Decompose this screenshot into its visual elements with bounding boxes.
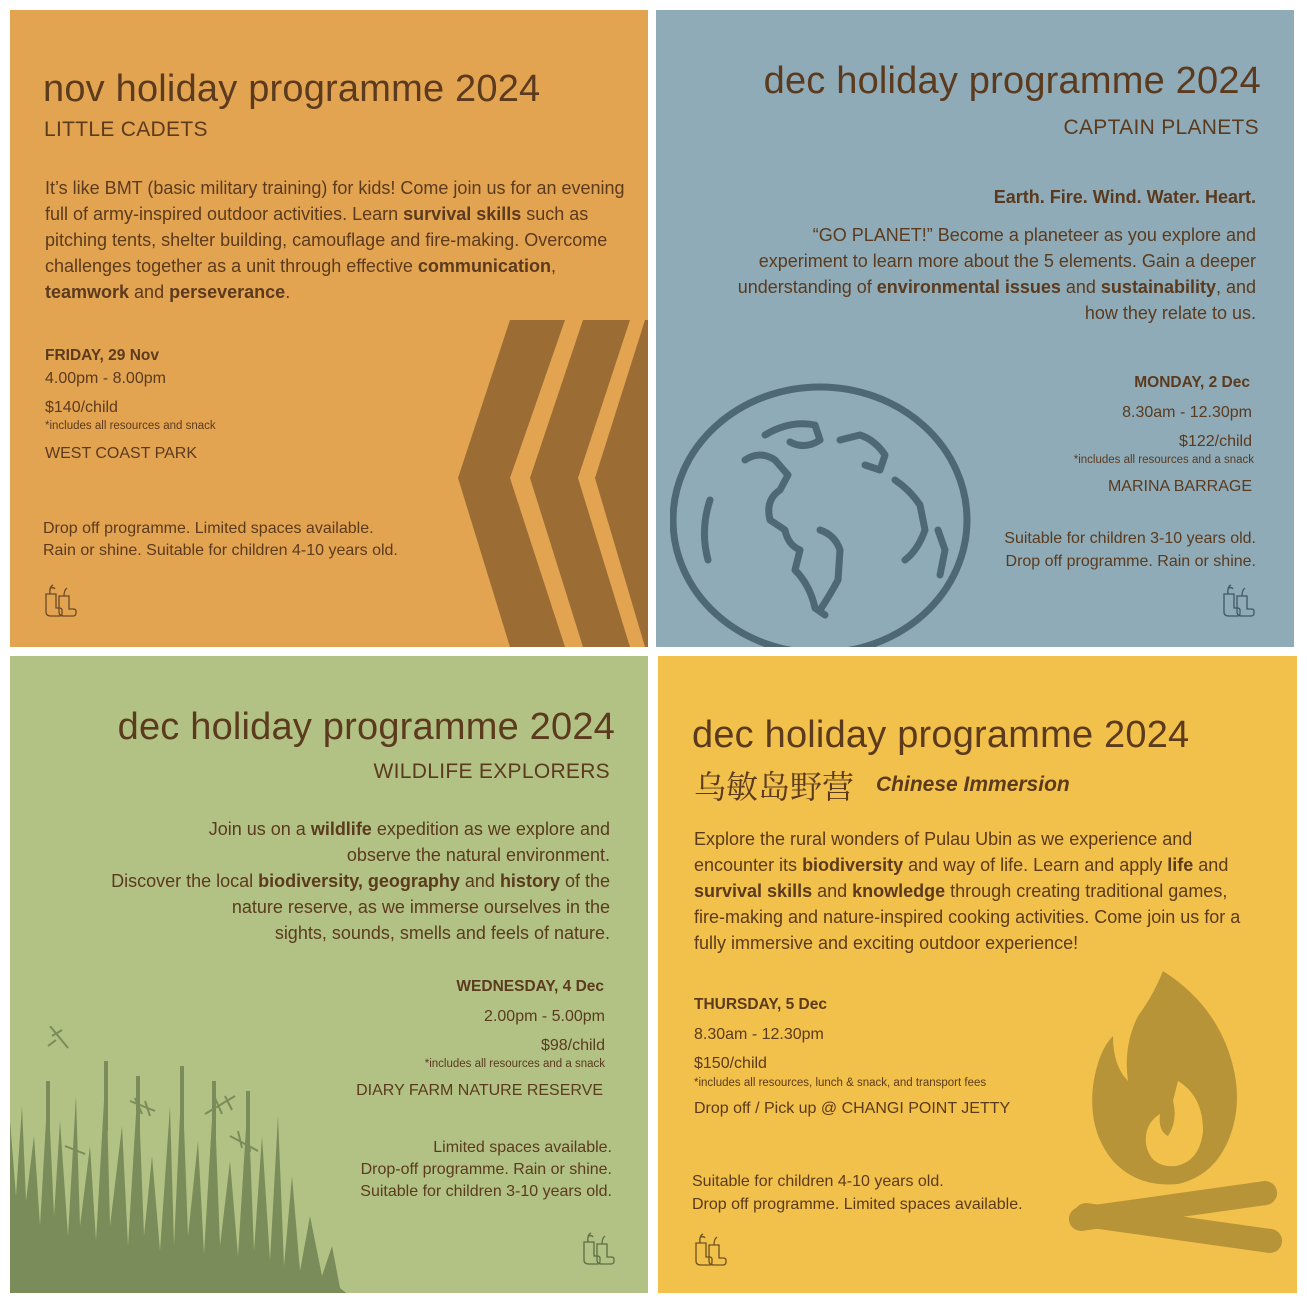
price-note: *includes all resources, lunch & snack, and transport fees — [694, 1077, 987, 1089]
grass-dragonfly-graphic — [10, 1026, 350, 1293]
chinese-immersion-card — [658, 656, 1297, 1293]
footer-line-2: Drop off programme. Limited spaces available. — [692, 1196, 1023, 1213]
programme-description: “GO PLANET!” Become a planeteer as you explore and experiment to learn more about the 5 elements. Gain a deeper understanding of environmental issues and sustainability, and how they relate to us. — [737, 225, 1256, 323]
globe-graphic — [670, 380, 980, 647]
footer-line-1: Suitable for children 3-10 years old. — [1004, 530, 1256, 547]
programme-price: $140/child — [45, 399, 118, 416]
programme-time: 8.30am - 12.30pm — [1122, 404, 1252, 421]
footer-line-3: Suitable for children 3-10 years old. — [360, 1183, 612, 1200]
programme-day: MONDAY, 2 Dec — [1134, 374, 1250, 391]
programme-description: Explore the rural wonders of Pulau Ubin as we experience and encounter its biodiversity and way of life. Learn and apply life and survival skills and knowledge through creating traditional games, fire-making and nature-inspired cooking activities. Come join us for a fully immersive and exciting outdoor experience! — [694, 829, 1241, 953]
captain-planets-card — [656, 10, 1294, 647]
chevron-graphic — [450, 315, 648, 647]
programme-time: 8.30am - 12.30pm — [694, 1026, 824, 1043]
programme-subtitle: WILDLIFE EXPLORERS — [373, 760, 610, 783]
nov-programme-card — [10, 10, 648, 647]
programme-time: 2.00pm - 5.00pm — [484, 1008, 605, 1025]
footer-line-1: Suitable for children 4-10 years old. — [692, 1173, 944, 1190]
programme-price: $122/child — [1179, 433, 1252, 450]
programme-subtitle: Chinese Immersion — [876, 773, 1070, 796]
footer-line-1: Limited spaces available. — [433, 1139, 612, 1156]
boots-logo-icon — [692, 1231, 732, 1267]
wildlife-explorers-card — [10, 656, 648, 1293]
price-note: *includes all resources and a snack — [424, 1058, 605, 1070]
programme-price: $150/child — [694, 1055, 767, 1072]
programme-title: dec holiday programme 2024 — [763, 60, 1261, 102]
programme-day: FRIDAY, 29 Nov — [45, 347, 159, 364]
programme-tagline: Earth. Fire. Wind. Water. Heart. — [993, 187, 1256, 207]
programme-time: 4.00pm - 8.00pm — [45, 370, 166, 387]
programme-venue: MARINA BARRAGE — [1107, 478, 1252, 495]
chinese-title: 乌敏岛野营 — [694, 769, 855, 805]
boots-logo-icon — [580, 1230, 620, 1266]
programme-title: dec holiday programme 2024 — [692, 714, 1190, 756]
programme-day: WEDNESDAY, 4 Dec — [456, 978, 604, 995]
boots-logo-icon — [1220, 582, 1260, 618]
programme-venue: DIARY FARM NATURE RESERVE — [356, 1082, 603, 1099]
programme-venue: Drop off / Pick up @ CHANGI POINT JETTY — [694, 1100, 1011, 1117]
programme-price: $98/child — [540, 1037, 605, 1054]
programme-description: Join us on a wildlife expedition as we explore and observe the natural environment. Discover the local biodiversity, geography and history of the nature reserve, as we immerse ourselves in the sights, sounds, smells and feels of nature. — [111, 819, 610, 943]
footer-line-2: Drop-off programme. Rain or shine. — [360, 1161, 612, 1178]
campfire-icon — [1068, 966, 1288, 1256]
price-note: *includes all resources and a snack — [1073, 454, 1254, 466]
programme-venue: WEST COAST PARK — [45, 445, 198, 462]
footer-line-2: Rain or shine. Suitable for children 4-10 years old. — [43, 542, 398, 559]
footer-line-2: Drop off programme. Rain or shine. — [1005, 553, 1256, 570]
programme-title: nov holiday programme 2024 — [43, 68, 541, 110]
programme-subtitle: LITTLE CADETS — [44, 118, 208, 141]
programme-description: It’s like BMT (basic military training) for kids! Come join us for an evening full of army-inspired outdoor activities. Learn survival skills such as pitching tents, shelter building, camouflage and fire-making. Overcome challenges together as a unit through effective communication, teamwork and perseverance. — [45, 178, 625, 302]
footer-line-1: Drop off programme. Limited spaces available. — [43, 520, 374, 537]
programme-subtitle: CAPTAIN PLANETS — [1063, 116, 1259, 139]
boots-logo-icon — [42, 582, 82, 618]
price-note: *includes all resources and snack — [45, 420, 216, 432]
programme-day: THURSDAY, 5 Dec — [694, 996, 827, 1013]
programme-title: dec holiday programme 2024 — [117, 706, 615, 748]
